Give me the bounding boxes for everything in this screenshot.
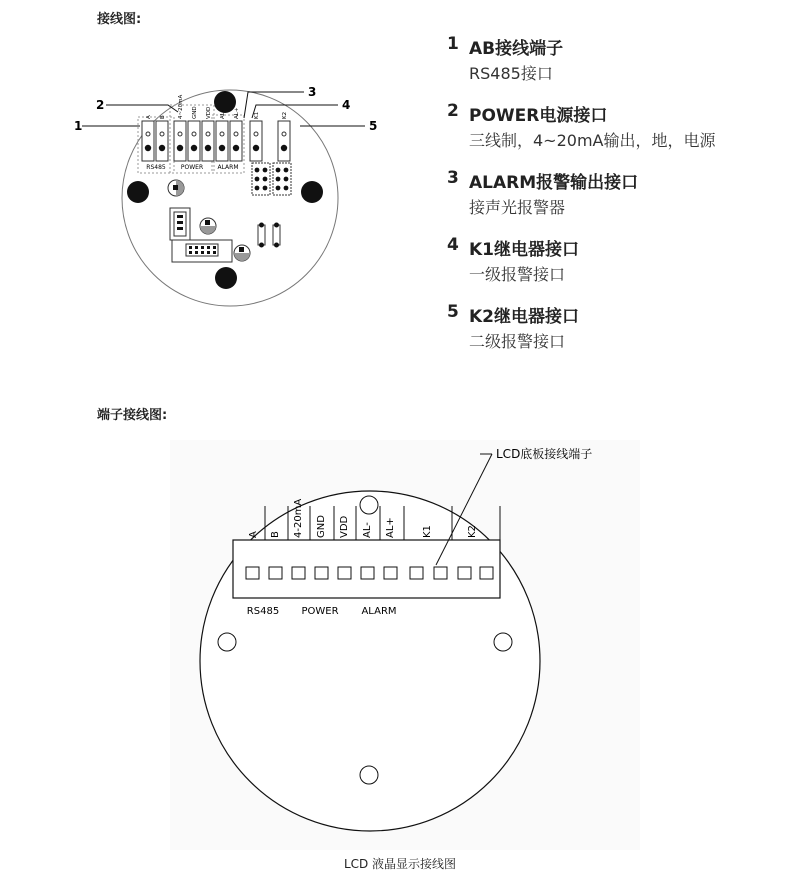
section-1-title: 接线图: — [97, 12, 142, 27]
board-terminal-label-6: AL+ — [234, 107, 240, 119]
lcd-terminal-label-1: B — [270, 531, 281, 538]
lcd-terminal-cell-7 — [410, 567, 423, 579]
lcd-terminal-label-4: VDD — [339, 515, 350, 538]
lcd-terminal-cell-1 — [269, 567, 282, 579]
lcd-terminal-label-8: K2 — [467, 525, 478, 538]
lcd-hole-top — [360, 496, 378, 514]
lcd-group-label-power: POWER — [301, 606, 339, 617]
figure-caption: LCD 液晶显示接线图 — [343, 857, 457, 871]
lcd-terminal-label-6: AL+ — [385, 517, 396, 538]
board-terminal-label-8: K2 — [282, 111, 288, 119]
lcd-hole-left — [218, 633, 236, 651]
legend-num: 4 — [447, 235, 459, 255]
legend-desc: RS485接口 — [469, 64, 553, 83]
legend-desc: 三线制，4~20mA输出，地，电源 — [469, 131, 716, 150]
legend-title: POWER电源接口 — [469, 106, 608, 126]
board-terminal-label-4: VDD — [206, 106, 212, 119]
lcd-terminal-cell-3 — [315, 567, 328, 579]
mount-hole-right — [301, 181, 323, 203]
lcd-terminal-cell-0 — [246, 567, 259, 579]
legend-item-2 — [447, 101, 787, 168]
board-terminal-0 — [142, 115, 154, 161]
legend-item-3 — [447, 168, 787, 235]
board-terminal-label-3: GND — [192, 106, 198, 119]
lcd-group-label-alarm: ALARM — [361, 606, 397, 617]
lcd-terminal-cell-6 — [384, 567, 397, 579]
mount-hole-left — [127, 181, 149, 203]
group-label-alarm: ALARM — [217, 164, 239, 171]
connector-header-2 — [172, 240, 232, 262]
group-label-power: POWER — [180, 164, 204, 171]
relay-k2 — [273, 163, 291, 195]
callout-5: 5 — [369, 119, 378, 133]
component-cap-1 — [168, 180, 184, 196]
board-terminal-label-2: 4~20mA — [178, 94, 184, 119]
mount-hole-bottom — [215, 267, 237, 289]
legend-item-4 — [447, 235, 787, 302]
component-cap-2 — [200, 218, 216, 234]
lcd-terminal-cell-4 — [338, 567, 351, 579]
board-terminal-label-0: A — [146, 115, 152, 119]
lcd-group-label-rs485: RS485 — [246, 606, 280, 617]
lcd-terminal-label-7: K1 — [422, 525, 433, 538]
lcd-hole-bottom — [360, 766, 378, 784]
legend-item-1 — [447, 34, 787, 101]
lcd-terminal-label-5: AL- — [362, 522, 373, 538]
relay-k1 — [252, 163, 270, 195]
legend-num: 5 — [447, 302, 459, 322]
board-terminal-1 — [156, 115, 168, 161]
board-terminal-label-1: B — [160, 115, 166, 119]
legend-desc: 二级报警接口 — [469, 332, 566, 351]
legend-num: 1 — [447, 34, 459, 54]
lcd-terminal-cell-9 — [458, 567, 471, 579]
lcd-terminal-cell-10 — [480, 567, 493, 579]
callout-2: 2 — [96, 98, 105, 112]
legend-title: ALARM报警输出接口 — [469, 173, 639, 193]
legend — [447, 34, 787, 369]
board-terminal-label-7: K1 — [254, 111, 260, 119]
legend-title: AB接线端子 — [469, 39, 564, 59]
callout-1: 1 — [74, 119, 83, 133]
lcd-terminal-cell-5 — [361, 567, 374, 579]
lcd-board-diagram — [170, 440, 640, 850]
lcd-terminal-label-0: A — [248, 531, 259, 538]
legend-title: K1继电器接口 — [469, 240, 580, 260]
board-terminal-label-5: AL- — [220, 110, 226, 119]
legend-num: 3 — [447, 168, 459, 188]
lcd-terminal-label-2: 4-20mA — [293, 498, 304, 538]
legend-title: K2继电器接口 — [469, 307, 580, 327]
component-cap-3 — [234, 245, 250, 261]
lcd-terminal-cell-8 — [434, 567, 447, 579]
callout-3: 3 — [308, 85, 317, 99]
legend-num: 2 — [447, 101, 459, 121]
lcd-hole-right — [494, 633, 512, 651]
section-2-title: 端子接线图: — [97, 408, 168, 423]
lcd-terminal-cell-2 — [292, 567, 305, 579]
callout-4: 4 — [342, 98, 351, 112]
legend-desc: 接声光报警器 — [469, 198, 566, 217]
lcd-terminal-label-3: GND — [316, 515, 327, 538]
legend-item-5 — [447, 302, 787, 369]
connector-header-1 — [170, 208, 190, 240]
board-diagram — [60, 80, 430, 310]
mount-hole-top — [214, 91, 236, 113]
lcd-callout-label: LCD底板接线端子 — [496, 447, 593, 461]
legend-desc: 一级报警接口 — [469, 265, 566, 284]
group-label-rs485: RS485 — [146, 164, 166, 171]
